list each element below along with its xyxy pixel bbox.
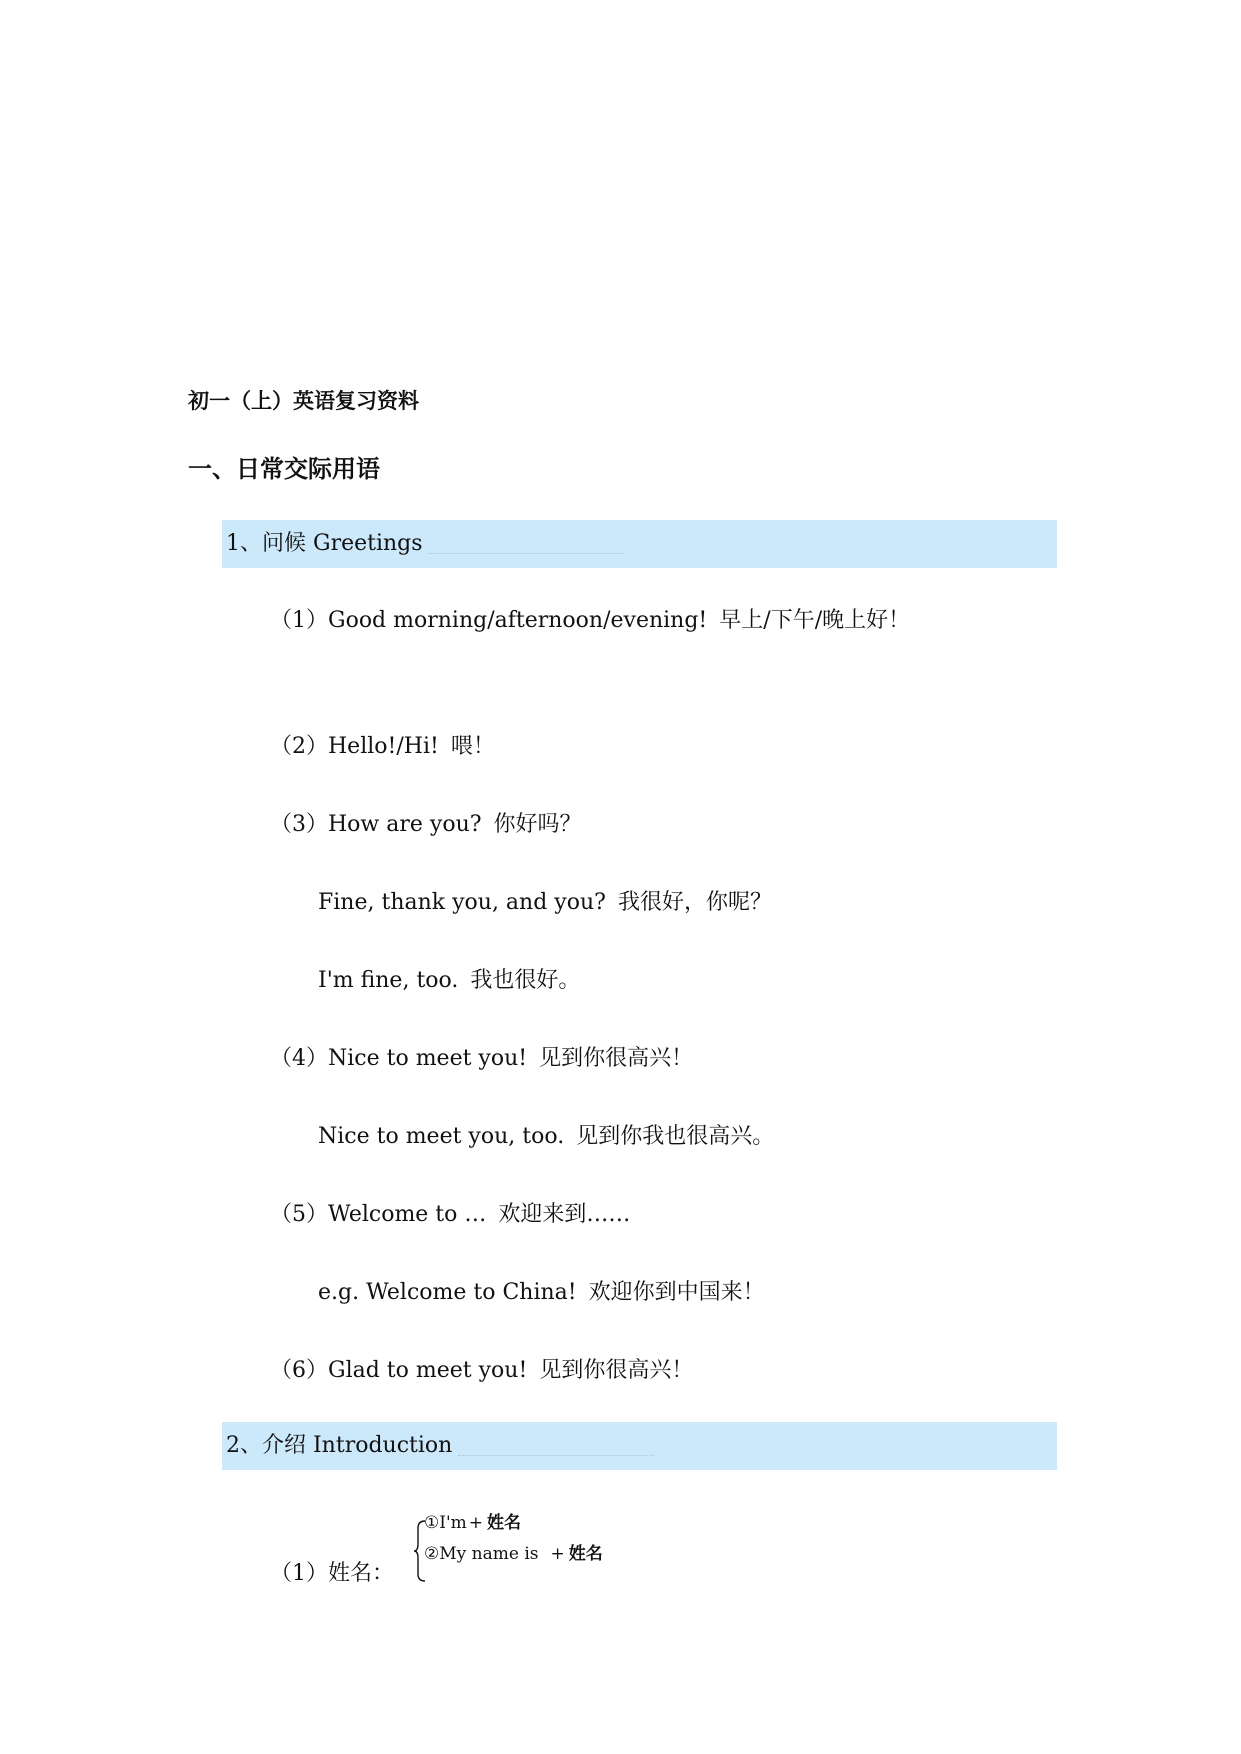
greeting-item-1 (270, 605, 910, 637)
greetings-heading: 1、问候 Greetings (226, 531, 423, 556)
greeting-item-3-en: （3）How are you? (270, 812, 482, 837)
greeting-item-2-en: （2）Hello!/Hi! (270, 734, 439, 759)
greeting-reply-2-en: I'm fine, too. (318, 968, 459, 993)
greeting-item-2-zh: 喂！ (450, 734, 495, 759)
greeting-item-3-zh: 你好吗？ (493, 812, 582, 837)
greeting-example-en: e.g. Welcome to China! (318, 1280, 577, 1305)
greeting-item-3 (270, 809, 582, 841)
option-1-zh: 姓名 (487, 1513, 521, 1533)
section-heading: 一、日常交际用语 (188, 455, 380, 483)
greeting-reply-2 (318, 965, 580, 997)
option-2-zh: 姓名 (568, 1544, 603, 1564)
greeting-example-zh: 欢迎你到中国来！ (588, 1280, 765, 1305)
greeting-example (318, 1277, 765, 1309)
greeting-item-5 (270, 1199, 630, 1231)
greeting-item-1-en: （1）Good morning/afternoon/evening! (270, 608, 708, 633)
introduction-heading: 2、介绍 Introduction (226, 1433, 453, 1458)
greeting-item-1-zh: 早上/下午/晚上好！ (719, 608, 911, 633)
introduction-heading-rule (458, 1455, 654, 1456)
greeting-reply-3 (318, 1121, 774, 1153)
greeting-item-2 (270, 731, 495, 763)
greeting-reply-3-zh: 见到你我也很高兴。 (576, 1124, 775, 1149)
greeting-item-4-en: （4）Nice to meet you! (270, 1046, 528, 1071)
greeting-item-4-zh: 见到你很高兴！ (539, 1046, 694, 1071)
greetings-heading-rule (428, 553, 624, 554)
greeting-reply-1-zh: 我很好，你呢？ (617, 890, 772, 915)
option-1-en: ①I'm (424, 1513, 467, 1533)
greeting-reply-2-zh: 我也很好。 (470, 968, 581, 993)
greeting-reply-1 (318, 887, 772, 919)
greeting-reply-3-en: Nice to meet you, too. (318, 1124, 565, 1149)
greeting-reply-1-en: Fine, thank you, and you? (318, 890, 606, 915)
greeting-item-6-en: （6）Glad to meet you! (270, 1358, 528, 1383)
option-2-plus: + (550, 1544, 565, 1564)
option-2-en: ②My name is (424, 1544, 539, 1564)
greeting-item-6 (270, 1355, 693, 1387)
introduction-name-option-2 (424, 1543, 603, 1565)
introduction-name-label: （1）姓名： (270, 1561, 394, 1586)
greeting-item-6-zh: 见到你很高兴！ (539, 1358, 694, 1383)
greeting-item-4 (270, 1043, 693, 1075)
introduction-name-option-1 (424, 1512, 521, 1534)
option-1-plus: + (468, 1513, 483, 1533)
greeting-item-5-zh: 欢迎来到…… (498, 1202, 631, 1227)
document-title: 初一（上）英语复习资料 (188, 389, 419, 413)
greeting-item-5-en: （5）Welcome to … (270, 1202, 487, 1227)
